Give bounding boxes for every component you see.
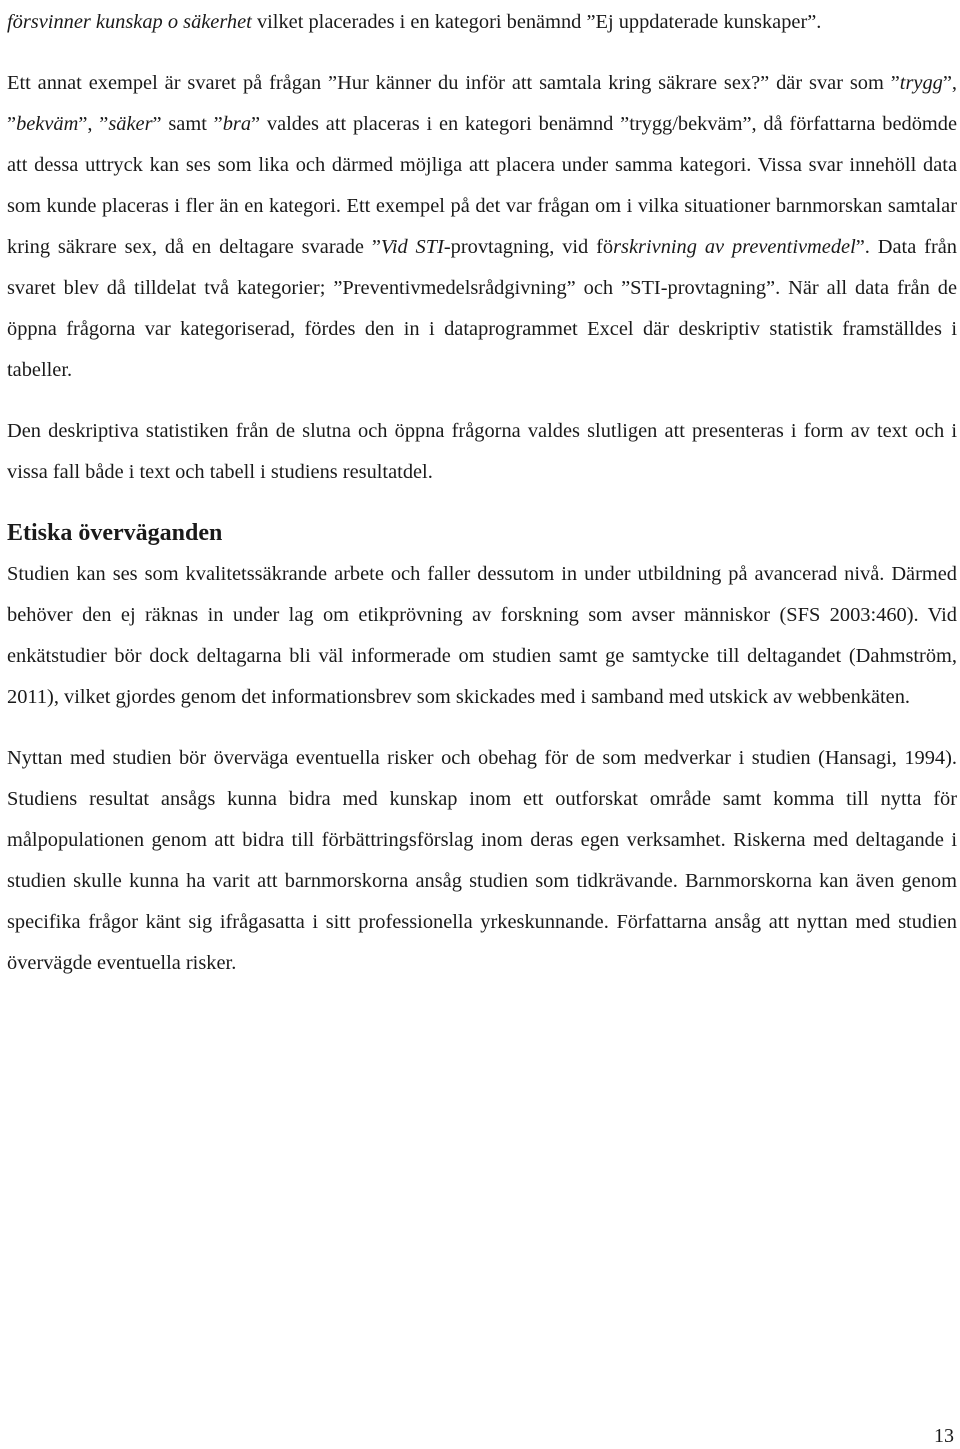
paragraph-2-text: Ett annat exempel är svaret på frågan ”Hur känner du inför att samtala kring säkrare sex?” där svar som ”	[7, 72, 900, 94]
paragraph-3	[7, 411, 957, 493]
paragraph-2-text: ” samt ”	[152, 113, 223, 135]
paragraph-2	[7, 63, 957, 391]
paragraph-4	[7, 554, 957, 718]
paragraph-2-italic-term: säker	[108, 113, 153, 135]
paragraph-4-text: Studien kan ses som kvalitetssäkrande arbete och faller dessutom in under utbildning på avancerad nivå. Därmed behöver den ej räknas in under lag om etikprövning av forskning som avser människor (SFS 2003:460). Vid enkätstudier bör dock deltagarna bli väl informerade om studien samt ge samtycke till deltagandet (Dahmström, 2011), vilket gjordes genom det informationsbrev som skickades med i samband med utskick av webbenkäten.	[7, 563, 957, 708]
paragraph-2-text: -provtagning, vid fö	[443, 236, 614, 258]
paragraph-1	[7, 2, 957, 43]
paragraph-1-text: vilket placerades i en kategori benämnd ”Ej uppdaterade kunskaper”.	[251, 11, 822, 33]
paragraph-2-italic-term: trygg	[899, 72, 943, 94]
paragraph-2-text: ”, ”	[7, 72, 957, 135]
paragraph-3-text: Den deskriptiva statistiken från de slutna och öppna frågorna valdes slutligen att presenteras i form av text och i vissa fall både i text och tabell i studiens resultatdel.	[7, 420, 957, 483]
paragraph-2-text: ”, ”	[78, 113, 109, 135]
paragraph-2-italic-term: bra	[222, 113, 252, 135]
paragraph-2-italic-quote: rskrivning av preventivmedel	[613, 236, 856, 258]
document-page	[7, 0, 957, 984]
paragraph-5	[7, 738, 957, 984]
paragraph-5-text: Nyttan med studien bör överväga eventuella risker och obehag för de som medverkar i studien (Hansagi, 1994). Studiens resultat ansågs kunna bidra med kunskap inom ett outforskat område samt komma till nytta för målpopulationen genom att bidra till förbättringsförslag inom deras egen verksamhet. Riskerna med deltagande i studien skulle kunna ha varit att barnmorskorna ansåg studien som tidkrävande. Barnmorskorna kan även genom specifika frågor känt sig ifrågasatta i sitt professionella yrkeskunnande. Författarna ansåg att nyttan med studien övervägde eventuella risker.	[7, 747, 957, 974]
paragraph-1-text-italic: försvinner kunskap o säkerhet	[7, 11, 252, 33]
paragraph-2-text: ”. Data från svaret blev då tilldelat två kategorier; ”Preventivmedelsrådgivning” och ”STI-provtagning”. När all data från de öppna frågorna var kategoriserad, fördes den in i dataprogrammet Excel där deskriptiv statistik framställdes i tabeller.	[7, 236, 957, 381]
paragraph-2-text: ” valdes att placeras i en kategori benämnd ”trygg/bekväm”, då författarna bedömde att dessa uttryck kan ses som lika och därmed möjliga att placera under samma kategori. Vissa svar innehöll data som kunde placeras i fler än en kategori. Ett exempel på det var frågan om i vilka situationer barnmorskan samtalar kring säkrare sex, då en deltagare svarade ”	[7, 113, 958, 258]
page-number: 13	[934, 1425, 954, 1447]
paragraph-2-italic-quote: Vid STI	[380, 236, 444, 258]
section-heading: Etiska överväganden	[7, 520, 223, 546]
paragraph-2-italic-term: bekväm	[16, 113, 79, 135]
